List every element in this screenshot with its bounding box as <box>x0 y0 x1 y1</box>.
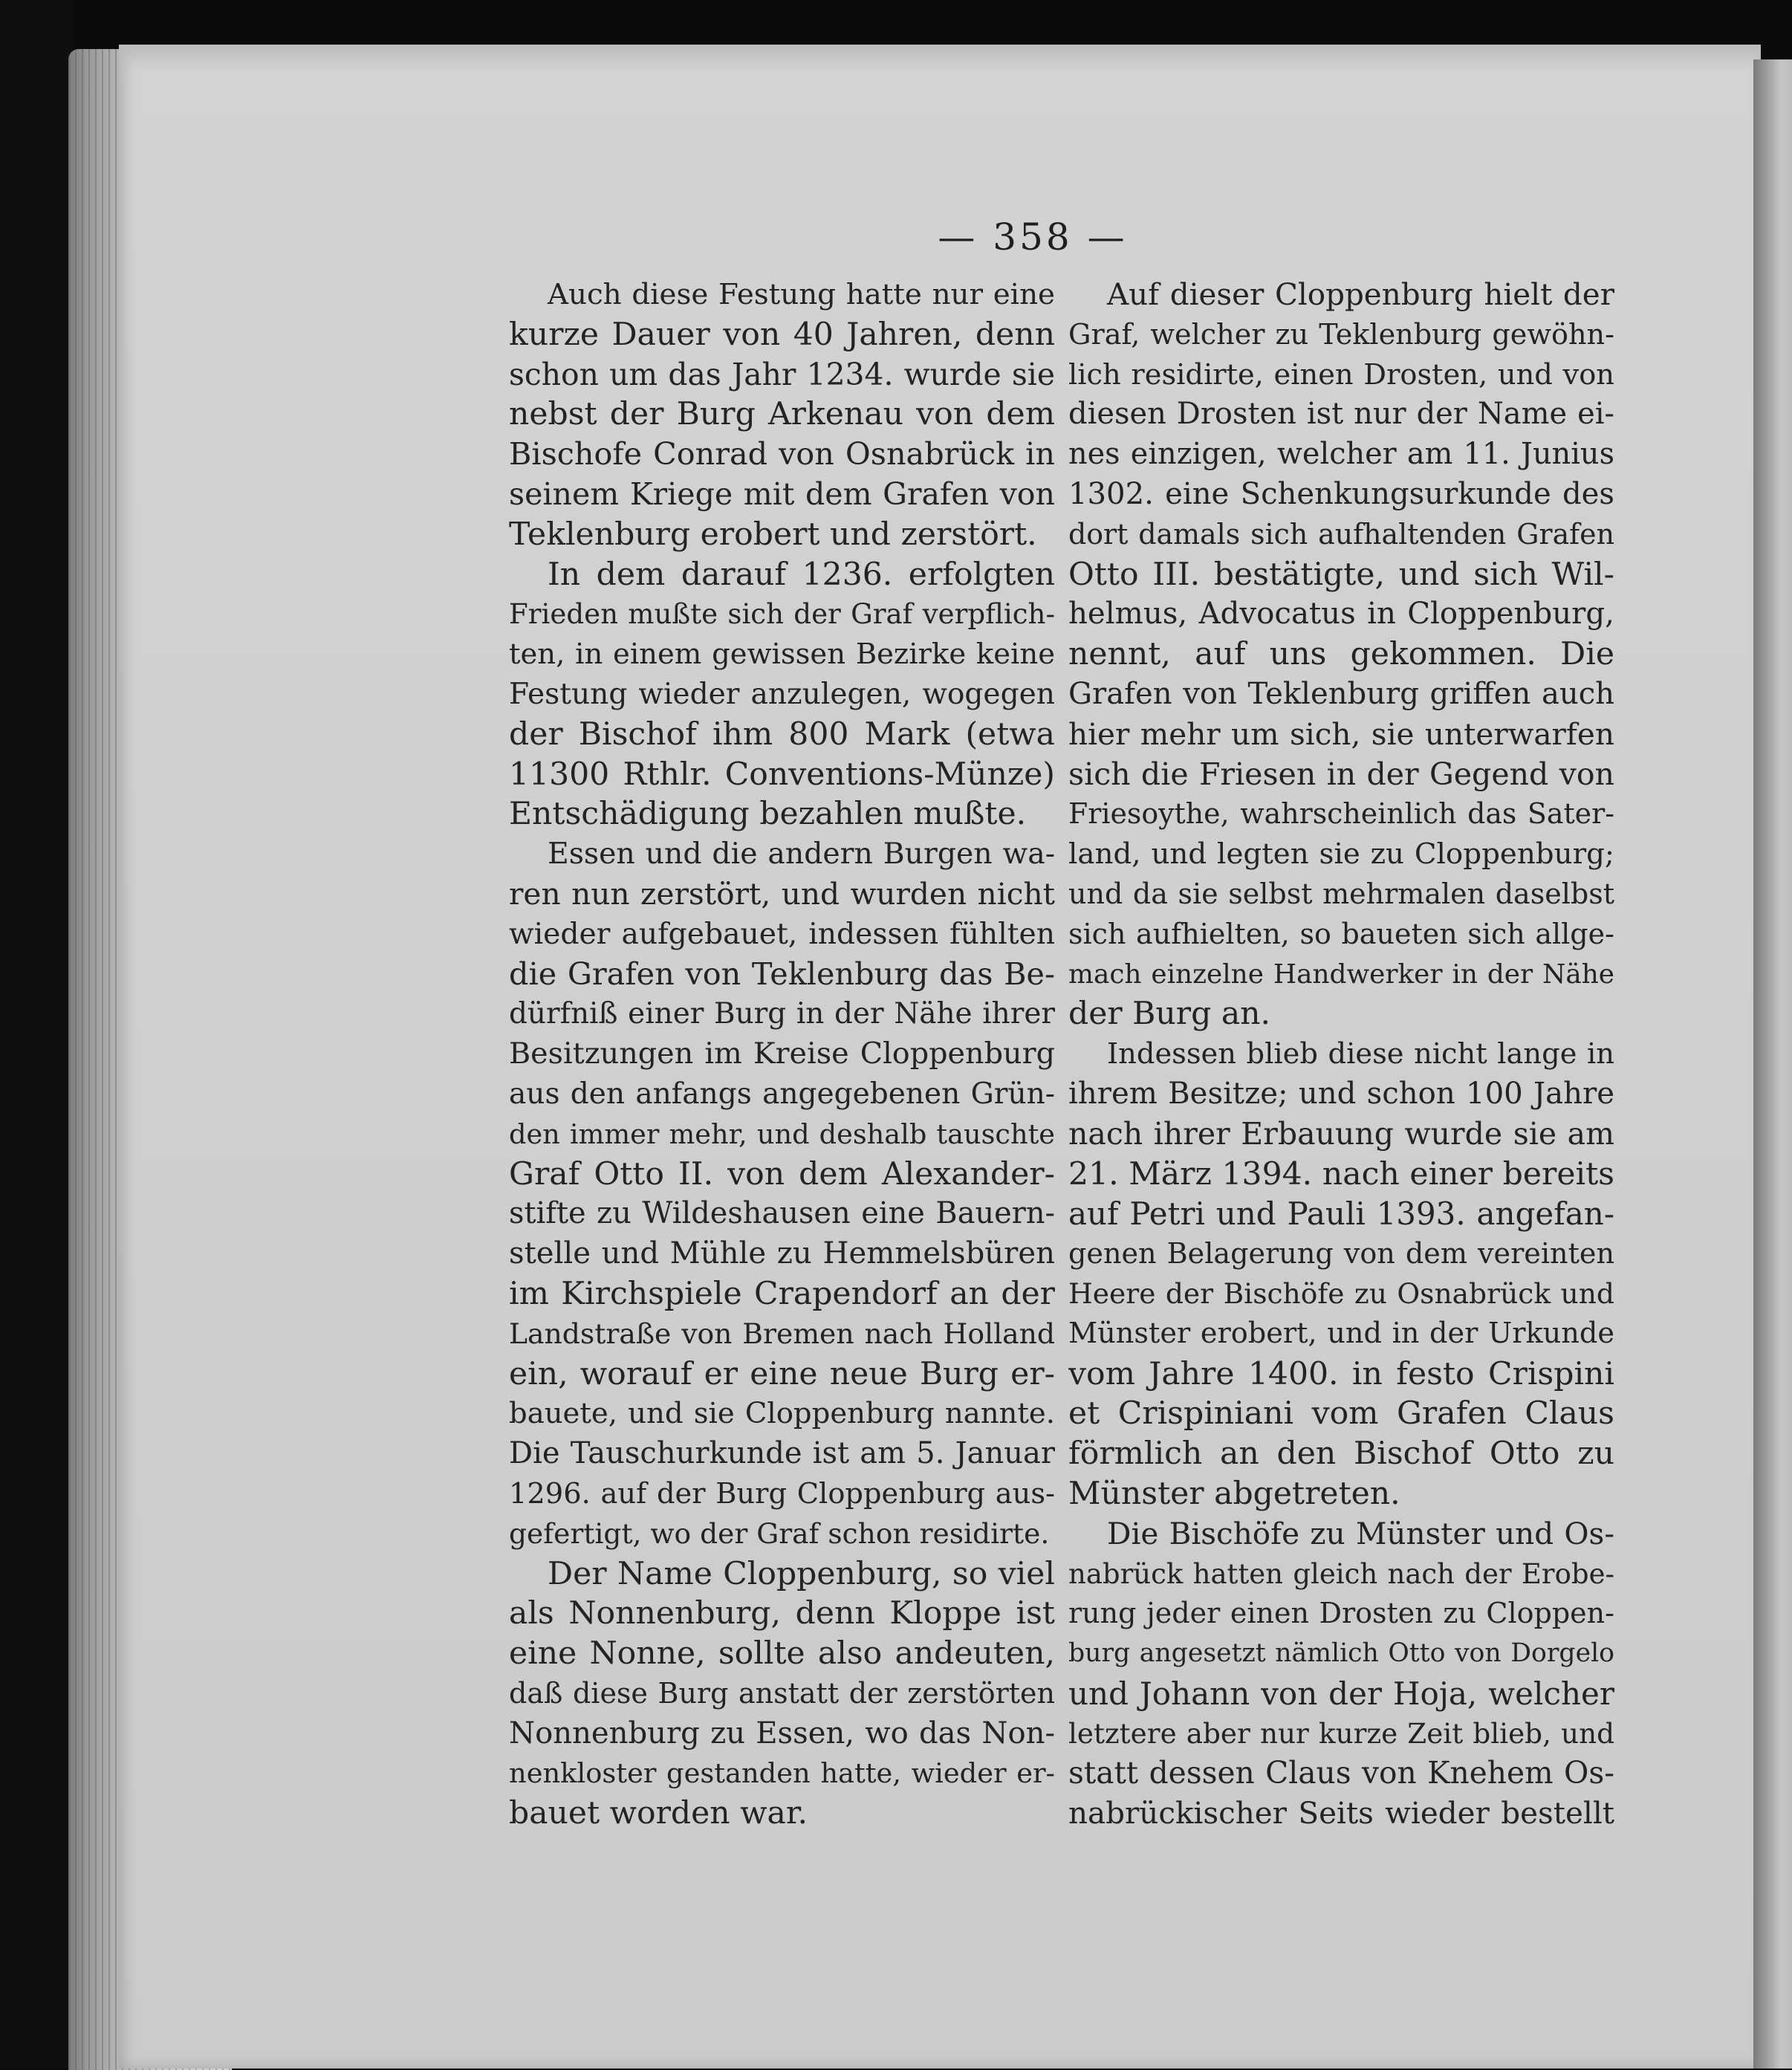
text-line: Teklenburg erobert und zerstört. <box>509 516 1037 553</box>
text-line: nach ihrer Erbauung wurde sie am <box>1068 1115 1614 1152</box>
text-line: Besitzungen im Kreise Cloppenburg <box>509 1036 1055 1071</box>
text-line: und Johann von der Hoja, welcher <box>1068 1675 1614 1712</box>
text-line: der Bischof ihm 800 Mark (etwa <box>509 716 1055 753</box>
text-line: nabrück hatten gleich nach der Erobe- <box>1068 1557 1614 1590</box>
text-line: förmlich an den Bischof Otto zu <box>1068 1435 1614 1473</box>
text-line: stelle und Mühle zu Hemmelsbüren <box>509 1236 1055 1271</box>
text-line: hier mehr um sich, sie unterwarfen <box>1068 716 1614 752</box>
text-line: lich residirte, einen Drosten, und von <box>1068 357 1614 392</box>
text-line: stifte zu Wildeshausen eine Bauern- <box>509 1196 1055 1231</box>
text-line: auf Petri und Pauli 1393. angefan- <box>1068 1195 1614 1233</box>
text-line: nebst der Burg Arkenau von dem <box>509 396 1055 433</box>
text-line: rung jeder einen Drosten zu Cloppen- <box>1068 1597 1614 1630</box>
text-line: im Kirchspiele Crapendorf an der <box>509 1275 1055 1312</box>
text-line: Friesoythe, wahrscheinlich das Sater- <box>1068 797 1614 831</box>
text-line: Nonnenburg zu Essen, wo das Non- <box>509 1716 1055 1751</box>
text-line: et Crispiniani vom Grafen Claus <box>1068 1395 1614 1433</box>
dark-background-left <box>0 0 74 2069</box>
text-line: Graf, welcher zu Teklenburg gewöhn- <box>1068 317 1614 351</box>
text-line: Landstraße von Bremen nach Holland <box>509 1317 1055 1350</box>
text-line: mach einzelne Handwerker in der Nähe <box>1068 958 1614 990</box>
text-line: Frieden mußte sich der Graf verpflich- <box>509 598 1055 631</box>
text-line: diesen Drosten ist nur der Name ei- <box>1068 397 1614 432</box>
text-line: schon um das Jahr 1234. wurde sie <box>509 356 1055 392</box>
text-column-right <box>1068 275 1614 1834</box>
text-line: ihrem Besitze; und schon 100 Jahre <box>1068 1076 1614 1111</box>
text-line: land, und legten sie zu Cloppenburg; <box>1068 837 1614 872</box>
text-line: ein, worauf er eine neue Burg er- <box>509 1355 1055 1392</box>
text-line: und da sie selbst mehrmalen daselbst <box>1068 877 1614 910</box>
text-line: helmus, Advocatus in Cloppenburg, <box>1068 597 1614 632</box>
text-line: bauete, und sie Cloppenburg nannte. <box>509 1397 1055 1431</box>
text-line: Die Tauschurkunde ist am 5. Januar <box>509 1436 1055 1471</box>
text-line: 21. März 1394. nach einer bereits <box>1068 1155 1614 1193</box>
text-line: Indessen blieb diese nicht lange in <box>1107 1037 1614 1071</box>
text-line: eine Nonne, sollte also andeuten, <box>509 1635 1055 1672</box>
text-line: ten, in einem gewissen Bezirke keine <box>509 637 1055 672</box>
text-line: Münster erobert, und in der Urkunde <box>1068 1317 1614 1350</box>
text-line: nes einzigen, welcher am 11. Junius <box>1068 437 1614 472</box>
text-line: Bischofe Conrad von Osnabrück in <box>509 436 1055 473</box>
text-line: daß diese Burg anstatt der zerstörten <box>509 1676 1055 1710</box>
text-line: nabrückischer Seits wieder bestellt <box>1068 1795 1614 1831</box>
text-line: kurze Dauer von 40 Jahren, denn <box>509 316 1055 353</box>
text-line: Essen und die andern Burgen wa- <box>548 837 1055 872</box>
text-line: dort damals sich aufhaltenden Grafen <box>1068 517 1614 551</box>
text-line: gefertigt, wo der Graf schon residirte. <box>509 1516 1050 1550</box>
text-line: sich aufhielten, so baueten sich allge- <box>1068 917 1614 950</box>
text-column-left <box>509 275 1055 1834</box>
text-line: Der Name Cloppenburg, so viel <box>548 1555 1055 1592</box>
text-line: Entschädigung bezahlen mußte. <box>509 796 1027 833</box>
text-line: Heere der Bischöfe zu Osnabrück und <box>1068 1276 1614 1310</box>
text-line: Grafen von Teklenburg griffen auch <box>1068 676 1614 711</box>
text-line: der Burg an. <box>1068 996 1271 1033</box>
text-line: statt dessen Claus von Knehem Os- <box>1068 1755 1614 1791</box>
text-line: Auch diese Festung hatte nur eine <box>548 278 1055 311</box>
text-line: nenkloster gestanden hatte, wieder er- <box>509 1757 1055 1790</box>
text-line: genen Belagerung von dem vereinten <box>1068 1237 1614 1271</box>
text-line: In dem darauf 1236. erfolgten <box>548 556 1055 593</box>
text-line: den immer mehr, und deshalb tauschte <box>509 1117 1055 1150</box>
text-line: seinem Kriege mit dem Grafen von <box>509 476 1055 512</box>
text-line: vom Jahre 1400. in festo Crispini <box>1068 1355 1614 1392</box>
text-line: Otto III. bestätigte, und sich Wil- <box>1068 556 1614 593</box>
text-line: Festung wieder anzulegen, wogegen <box>509 677 1055 711</box>
text-line: Münster abgetreten. <box>1068 1475 1400 1512</box>
text-line: nennt, auf uns gekommen. Die <box>1068 636 1614 673</box>
text-line: Auf dieser Cloppenburg hielt der <box>1107 276 1614 312</box>
text-line: Graf Otto II. von dem Alexander- <box>509 1155 1055 1193</box>
text-line: Die Bischöfe zu Münster und Os- <box>1107 1515 1614 1551</box>
book-spine <box>1753 59 1792 2069</box>
text-line: ren nun zerstört, und wurden nicht <box>509 875 1055 912</box>
page-number: — 358 — <box>938 215 1128 259</box>
text-line: die Grafen von Teklenburg das Be- <box>509 955 1055 992</box>
text-line: als Nonnenburg, denn Kloppe ist <box>509 1595 1055 1632</box>
text-line: burg angesetzt nämlich Otto von Dorgelo <box>1068 1638 1614 1669</box>
text-line: wieder aufgebauet, indessen fühlten <box>509 917 1055 951</box>
text-line: 11300 Rthlr. Conventions-Münze) <box>509 756 1055 793</box>
text-line: 1296. auf der Burg Cloppenburg aus- <box>509 1476 1055 1511</box>
text-line: 1302. eine Schenkungsurkunde des <box>1068 476 1614 511</box>
text-line: bauet worden war. <box>509 1795 808 1832</box>
text-line: aus den anfangs angegebenen Grün- <box>509 1077 1055 1111</box>
text-line: sich die Friesen in der Gegend von <box>1068 756 1614 792</box>
text-line: dürfniß einer Burg in der Nähe ihrer <box>509 997 1055 1031</box>
text-line: letztere aber nur kurze Zeit blieb, und <box>1068 1716 1614 1750</box>
